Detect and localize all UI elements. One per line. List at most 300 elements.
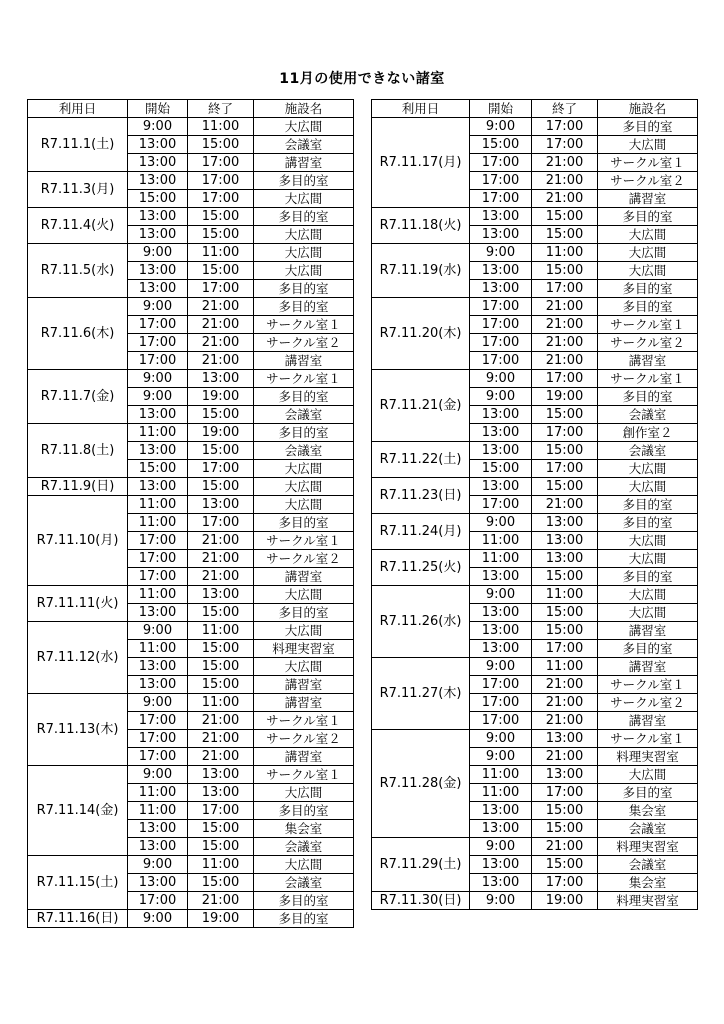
start-time-cell: 15:00 <box>128 190 188 208</box>
end-time-cell: 21:00 <box>532 676 598 694</box>
facility-cell: 大広間 <box>254 118 354 136</box>
start-time-cell: 11:00 <box>128 496 188 514</box>
start-time-cell: 17:00 <box>128 568 188 586</box>
facility-cell: 多目的室 <box>254 424 354 442</box>
start-time-cell: 17:00 <box>470 298 532 316</box>
end-time-cell: 15:00 <box>188 136 254 154</box>
facility-cell: 講習室 <box>598 622 698 640</box>
date-cell: R7.11.15(土) <box>28 856 128 910</box>
end-time-cell: 17:00 <box>188 460 254 478</box>
end-time-cell: 11:00 <box>532 658 598 676</box>
start-time-cell: 9:00 <box>128 244 188 262</box>
start-time-cell: 9:00 <box>470 586 532 604</box>
end-time-cell: 15:00 <box>188 838 254 856</box>
table-row <box>372 208 698 226</box>
facility-cell: 大広間 <box>598 226 698 244</box>
end-time-cell: 21:00 <box>532 334 598 352</box>
start-time-cell: 17:00 <box>470 676 532 694</box>
end-time-cell: 21:00 <box>532 694 598 712</box>
end-time-cell: 17:00 <box>532 136 598 154</box>
facility-cell: 大広間 <box>598 262 698 280</box>
end-time-cell: 21:00 <box>532 352 598 370</box>
facility-cell: 大広間 <box>254 244 354 262</box>
facility-cell: サークル室２ <box>598 334 698 352</box>
start-time-cell: 9:00 <box>128 298 188 316</box>
start-time-cell: 13:00 <box>128 226 188 244</box>
end-time-cell: 13:00 <box>188 784 254 802</box>
start-time-cell: 13:00 <box>470 442 532 460</box>
table-row <box>28 208 354 226</box>
facility-cell: 会議室 <box>598 856 698 874</box>
table-row <box>28 496 354 514</box>
facility-cell: サークル室１ <box>598 316 698 334</box>
facility-cell: 創作室２ <box>598 424 698 442</box>
facility-cell: 大広間 <box>254 622 354 640</box>
start-time-cell: 13:00 <box>470 478 532 496</box>
facility-cell: 大広間 <box>254 784 354 802</box>
date-cell: R7.11.8(土) <box>28 424 128 478</box>
facility-cell: 大広間 <box>254 856 354 874</box>
end-time-cell: 21:00 <box>532 190 598 208</box>
facility-cell: サークル室１ <box>254 316 354 334</box>
start-time-cell: 13:00 <box>128 676 188 694</box>
start-time-cell: 17:00 <box>470 154 532 172</box>
start-time-cell: 15:00 <box>470 460 532 478</box>
end-time-cell: 15:00 <box>188 604 254 622</box>
start-time-cell: 17:00 <box>128 748 188 766</box>
facility-cell: サークル室２ <box>598 694 698 712</box>
facility-cell: 大広間 <box>598 532 698 550</box>
start-time-cell: 13:00 <box>128 208 188 226</box>
facility-cell: 大広間 <box>254 262 354 280</box>
facility-cell: 多目的室 <box>598 118 698 136</box>
start-time-cell: 9:00 <box>128 118 188 136</box>
facility-cell: 大広間 <box>254 478 354 496</box>
start-time-cell: 13:00 <box>470 802 532 820</box>
table-row <box>372 838 698 856</box>
start-time-cell: 17:00 <box>470 352 532 370</box>
table-row <box>28 586 354 604</box>
start-time-cell: 13:00 <box>128 838 188 856</box>
facility-cell: 多目的室 <box>598 640 698 658</box>
facility-cell: 大広間 <box>598 478 698 496</box>
header-date: 利用日 <box>28 100 128 118</box>
end-time-cell: 21:00 <box>188 550 254 568</box>
date-cell: R7.11.4(火) <box>28 208 128 244</box>
facility-cell: 会議室 <box>254 406 354 424</box>
end-time-cell: 15:00 <box>532 208 598 226</box>
end-time-cell: 15:00 <box>532 604 598 622</box>
end-time-cell: 19:00 <box>188 424 254 442</box>
start-time-cell: 17:00 <box>470 172 532 190</box>
facility-cell: 会議室 <box>254 442 354 460</box>
start-time-cell: 13:00 <box>470 226 532 244</box>
table-row <box>372 442 698 460</box>
table-row <box>372 550 698 568</box>
end-time-cell: 15:00 <box>188 442 254 460</box>
end-time-cell: 13:00 <box>532 550 598 568</box>
end-time-cell: 15:00 <box>532 442 598 460</box>
table-row <box>28 118 354 136</box>
date-cell: R7.11.6(木) <box>28 298 128 370</box>
facility-cell: サークル室２ <box>254 730 354 748</box>
end-time-cell: 21:00 <box>532 496 598 514</box>
facility-cell: 料理実習室 <box>598 748 698 766</box>
facility-cell: 大広間 <box>598 550 698 568</box>
end-time-cell: 13:00 <box>188 370 254 388</box>
start-time-cell: 17:00 <box>470 334 532 352</box>
right-table-body <box>372 118 698 910</box>
facility-cell: 多目的室 <box>598 568 698 586</box>
end-time-cell: 15:00 <box>532 820 598 838</box>
end-time-cell: 21:00 <box>532 712 598 730</box>
start-time-cell: 11:00 <box>470 532 532 550</box>
end-time-cell: 21:00 <box>532 154 598 172</box>
end-time-cell: 19:00 <box>188 910 254 928</box>
end-time-cell: 21:00 <box>188 352 254 370</box>
start-time-cell: 13:00 <box>470 280 532 298</box>
start-time-cell: 9:00 <box>470 730 532 748</box>
date-cell: R7.11.10(月) <box>28 496 128 586</box>
facility-cell: 多目的室 <box>254 892 354 910</box>
start-time-cell: 17:00 <box>128 532 188 550</box>
end-time-cell: 21:00 <box>188 316 254 334</box>
facility-cell: 会議室 <box>598 820 698 838</box>
start-time-cell: 13:00 <box>128 874 188 892</box>
facility-cell: 多目的室 <box>254 172 354 190</box>
facility-cell: 多目的室 <box>254 802 354 820</box>
start-time-cell: 13:00 <box>128 136 188 154</box>
start-time-cell: 15:00 <box>128 460 188 478</box>
facility-cell: 講習室 <box>598 190 698 208</box>
end-time-cell: 15:00 <box>532 856 598 874</box>
facility-cell: サークル室１ <box>598 154 698 172</box>
end-time-cell: 17:00 <box>188 280 254 298</box>
end-time-cell: 17:00 <box>532 370 598 388</box>
start-time-cell: 13:00 <box>470 406 532 424</box>
start-time-cell: 11:00 <box>470 766 532 784</box>
table-row <box>28 478 354 496</box>
facility-cell: サークル室１ <box>598 370 698 388</box>
facility-cell: 多目的室 <box>598 496 698 514</box>
end-time-cell: 15:00 <box>188 676 254 694</box>
end-time-cell: 11:00 <box>188 856 254 874</box>
end-time-cell: 15:00 <box>532 568 598 586</box>
end-time-cell: 13:00 <box>188 586 254 604</box>
left-table-body <box>28 118 354 928</box>
start-time-cell: 9:00 <box>470 388 532 406</box>
start-time-cell: 13:00 <box>128 820 188 838</box>
date-cell: R7.11.28(金) <box>372 730 470 838</box>
end-time-cell: 15:00 <box>532 226 598 244</box>
table-row <box>372 244 698 262</box>
start-time-cell: 13:00 <box>128 406 188 424</box>
end-time-cell: 15:00 <box>188 208 254 226</box>
table-row <box>372 298 698 316</box>
end-time-cell: 17:00 <box>188 514 254 532</box>
facility-cell: 集会室 <box>598 802 698 820</box>
facility-cell: 料理実習室 <box>598 838 698 856</box>
facility-cell: 大広間 <box>254 460 354 478</box>
start-time-cell: 13:00 <box>128 262 188 280</box>
end-time-cell: 17:00 <box>532 784 598 802</box>
facility-cell: サークル室１ <box>598 676 698 694</box>
facility-cell: 講習室 <box>254 694 354 712</box>
end-time-cell: 13:00 <box>188 766 254 784</box>
start-time-cell: 17:00 <box>128 550 188 568</box>
end-time-cell: 11:00 <box>188 118 254 136</box>
facility-cell: サークル室１ <box>254 532 354 550</box>
facility-cell: 大広間 <box>254 658 354 676</box>
start-time-cell: 11:00 <box>128 514 188 532</box>
facility-cell: 多目的室 <box>598 280 698 298</box>
date-cell: R7.11.18(火) <box>372 208 470 244</box>
end-time-cell: 17:00 <box>532 460 598 478</box>
facility-cell: 大広間 <box>598 460 698 478</box>
start-time-cell: 11:00 <box>470 550 532 568</box>
table-row <box>28 172 354 190</box>
end-time-cell: 15:00 <box>532 622 598 640</box>
end-time-cell: 15:00 <box>188 226 254 244</box>
header-date: 利用日 <box>372 100 470 118</box>
table-row <box>372 658 698 676</box>
facility-cell: 多目的室 <box>598 784 698 802</box>
schedule-table-left <box>27 99 354 928</box>
start-time-cell: 17:00 <box>128 352 188 370</box>
header-facility: 施設名 <box>598 100 698 118</box>
end-time-cell: 17:00 <box>188 190 254 208</box>
end-time-cell: 21:00 <box>532 298 598 316</box>
facility-cell: 講習室 <box>598 352 698 370</box>
table-row <box>28 298 354 316</box>
facility-cell: サークル室１ <box>254 712 354 730</box>
start-time-cell: 9:00 <box>470 748 532 766</box>
facility-cell: 講習室 <box>254 676 354 694</box>
table-row <box>28 766 354 784</box>
facility-cell: 多目的室 <box>254 910 354 928</box>
end-time-cell: 19:00 <box>188 388 254 406</box>
end-time-cell: 21:00 <box>532 748 598 766</box>
facility-cell: 多目的室 <box>254 280 354 298</box>
table-row <box>372 514 698 532</box>
start-time-cell: 17:00 <box>128 712 188 730</box>
page-title: 11月の使用できない諸室 <box>279 71 445 87</box>
end-time-cell: 17:00 <box>188 154 254 172</box>
facility-cell: 集会室 <box>598 874 698 892</box>
start-time-cell: 9:00 <box>470 244 532 262</box>
start-time-cell: 17:00 <box>470 316 532 334</box>
facility-cell: 講習室 <box>254 154 354 172</box>
date-cell: R7.11.19(水) <box>372 244 470 298</box>
start-time-cell: 13:00 <box>470 262 532 280</box>
date-cell: R7.11.25(火) <box>372 550 470 586</box>
table-row <box>372 478 698 496</box>
end-time-cell: 11:00 <box>188 244 254 262</box>
end-time-cell: 15:00 <box>188 406 254 424</box>
start-time-cell: 13:00 <box>128 172 188 190</box>
start-time-cell: 17:00 <box>128 730 188 748</box>
end-time-cell: 17:00 <box>532 280 598 298</box>
end-time-cell: 15:00 <box>532 262 598 280</box>
facility-cell: 講習室 <box>254 748 354 766</box>
header-start: 開始 <box>470 100 532 118</box>
facility-cell: 多目的室 <box>598 514 698 532</box>
end-time-cell: 15:00 <box>188 820 254 838</box>
end-time-cell: 21:00 <box>188 298 254 316</box>
date-cell: R7.11.3(月) <box>28 172 128 208</box>
date-cell: R7.11.5(水) <box>28 244 128 298</box>
start-time-cell: 9:00 <box>128 766 188 784</box>
date-cell: R7.11.9(日) <box>28 478 128 496</box>
end-time-cell: 21:00 <box>188 892 254 910</box>
header-end: 終了 <box>532 100 598 118</box>
date-cell: R7.11.20(木) <box>372 298 470 370</box>
facility-cell: 大広間 <box>598 136 698 154</box>
header-row <box>372 100 698 118</box>
facility-cell: 大広間 <box>254 496 354 514</box>
end-time-cell: 21:00 <box>532 172 598 190</box>
table-row <box>372 586 698 604</box>
start-time-cell: 13:00 <box>128 604 188 622</box>
end-time-cell: 17:00 <box>188 172 254 190</box>
date-cell: R7.11.14(金) <box>28 766 128 856</box>
end-time-cell: 11:00 <box>532 244 598 262</box>
start-time-cell: 13:00 <box>470 424 532 442</box>
end-time-cell: 19:00 <box>532 892 598 910</box>
end-time-cell: 19:00 <box>532 388 598 406</box>
end-time-cell: 21:00 <box>188 712 254 730</box>
date-cell: R7.11.1(土) <box>28 118 128 172</box>
facility-cell: 大広間 <box>254 226 354 244</box>
table-row <box>372 118 698 136</box>
date-cell: R7.11.24(月) <box>372 514 470 550</box>
facility-cell: 講習室 <box>254 568 354 586</box>
date-cell: R7.11.23(日) <box>372 478 470 514</box>
facility-cell: 多目的室 <box>254 388 354 406</box>
facility-cell: 講習室 <box>598 712 698 730</box>
table-row <box>28 910 354 928</box>
end-time-cell: 15:00 <box>188 874 254 892</box>
table-row <box>372 370 698 388</box>
end-time-cell: 17:00 <box>532 874 598 892</box>
facility-cell: サークル室２ <box>598 172 698 190</box>
start-time-cell: 17:00 <box>470 496 532 514</box>
facility-cell: 講習室 <box>598 658 698 676</box>
end-time-cell: 15:00 <box>532 478 598 496</box>
table-row <box>372 892 698 910</box>
end-time-cell: 15:00 <box>188 478 254 496</box>
header-row <box>28 100 354 118</box>
facility-cell: 多目的室 <box>254 514 354 532</box>
end-time-cell: 21:00 <box>188 532 254 550</box>
end-time-cell: 21:00 <box>188 568 254 586</box>
date-cell: R7.11.16(日) <box>28 910 128 928</box>
start-time-cell: 13:00 <box>470 604 532 622</box>
end-time-cell: 15:00 <box>188 640 254 658</box>
start-time-cell: 11:00 <box>128 784 188 802</box>
end-time-cell: 21:00 <box>188 730 254 748</box>
start-time-cell: 9:00 <box>470 658 532 676</box>
facility-cell: 大広間 <box>598 604 698 622</box>
end-time-cell: 13:00 <box>532 766 598 784</box>
facility-cell: 大広間 <box>598 586 698 604</box>
facility-cell: サークル室１ <box>254 766 354 784</box>
end-time-cell: 13:00 <box>532 730 598 748</box>
end-time-cell: 17:00 <box>188 802 254 820</box>
facility-cell: 多目的室 <box>598 388 698 406</box>
header-start: 開始 <box>128 100 188 118</box>
table-row <box>28 694 354 712</box>
start-time-cell: 13:00 <box>470 874 532 892</box>
date-cell: R7.11.7(金) <box>28 370 128 424</box>
end-time-cell: 13:00 <box>188 496 254 514</box>
facility-cell: 会議室 <box>254 136 354 154</box>
start-time-cell: 13:00 <box>128 478 188 496</box>
date-cell: R7.11.22(土) <box>372 442 470 478</box>
table-row <box>372 730 698 748</box>
start-time-cell: 9:00 <box>128 622 188 640</box>
end-time-cell: 11:00 <box>188 622 254 640</box>
date-cell: R7.11.30(日) <box>372 892 470 910</box>
start-time-cell: 13:00 <box>470 640 532 658</box>
facility-cell: 会議室 <box>598 442 698 460</box>
date-cell: R7.11.11(火) <box>28 586 128 622</box>
start-time-cell: 15:00 <box>470 136 532 154</box>
facility-cell: 会議室 <box>254 838 354 856</box>
start-time-cell: 17:00 <box>128 334 188 352</box>
facility-cell: 講習室 <box>254 352 354 370</box>
date-cell: R7.11.26(水) <box>372 586 470 658</box>
start-time-cell: 9:00 <box>470 370 532 388</box>
start-time-cell: 11:00 <box>470 784 532 802</box>
start-time-cell: 17:00 <box>470 694 532 712</box>
end-time-cell: 11:00 <box>188 694 254 712</box>
start-time-cell: 17:00 <box>128 316 188 334</box>
facility-cell: 多目的室 <box>254 298 354 316</box>
facility-cell: 集会室 <box>254 820 354 838</box>
date-cell: R7.11.29(土) <box>372 838 470 892</box>
end-time-cell: 21:00 <box>188 748 254 766</box>
end-time-cell: 15:00 <box>532 406 598 424</box>
start-time-cell: 13:00 <box>470 856 532 874</box>
header-facility: 施設名 <box>254 100 354 118</box>
facility-cell: 大広間 <box>254 586 354 604</box>
start-time-cell: 9:00 <box>128 694 188 712</box>
end-time-cell: 17:00 <box>532 640 598 658</box>
header-end: 終了 <box>188 100 254 118</box>
start-time-cell: 17:00 <box>470 712 532 730</box>
date-cell: R7.11.27(木) <box>372 658 470 730</box>
facility-cell: 多目的室 <box>254 604 354 622</box>
facility-cell: 多目的室 <box>598 298 698 316</box>
date-cell: R7.11.17(月) <box>372 118 470 208</box>
end-time-cell: 21:00 <box>532 838 598 856</box>
end-time-cell: 15:00 <box>188 262 254 280</box>
end-time-cell: 15:00 <box>188 658 254 676</box>
facility-cell: 会議室 <box>598 406 698 424</box>
start-time-cell: 13:00 <box>128 658 188 676</box>
date-cell: R7.11.12(水) <box>28 622 128 694</box>
end-time-cell: 15:00 <box>532 802 598 820</box>
start-time-cell: 11:00 <box>128 802 188 820</box>
start-time-cell: 13:00 <box>128 280 188 298</box>
end-time-cell: 21:00 <box>532 316 598 334</box>
start-time-cell: 13:00 <box>128 154 188 172</box>
facility-cell: サークル室１ <box>254 370 354 388</box>
end-time-cell: 21:00 <box>188 334 254 352</box>
start-time-cell: 17:00 <box>128 892 188 910</box>
table-row <box>28 622 354 640</box>
